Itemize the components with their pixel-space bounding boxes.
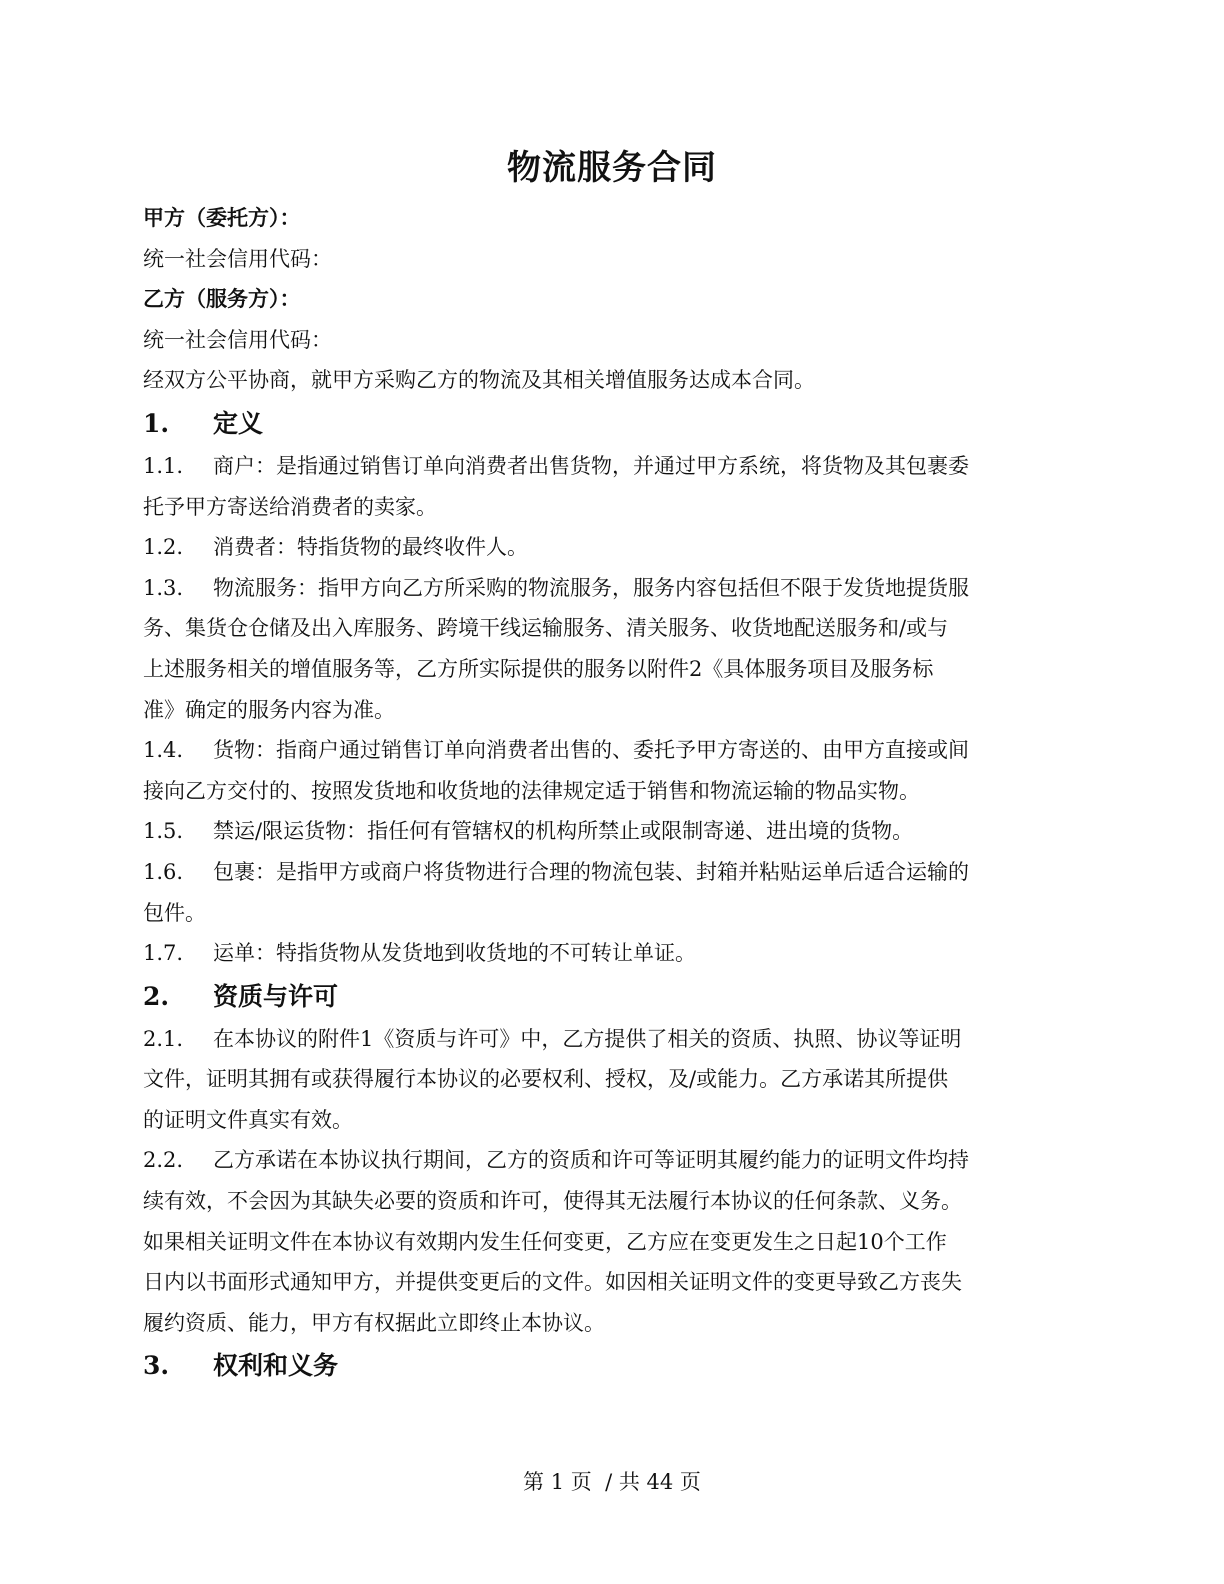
clause-text: 商户：是指通过销售订单向消费者出售货物，并通过甲方系统，将货物及其包裹委 bbox=[213, 453, 969, 478]
clause-first-line bbox=[143, 1019, 1083, 1060]
section-number: 1. bbox=[143, 408, 170, 438]
clause-text: 文件，证明其拥有或获得履行本协议的必要权利、授权，及/或能力。乙方承诺其所提供 bbox=[143, 1067, 949, 1092]
section-title: 资质与许可 bbox=[213, 981, 339, 1011]
clause-first-line bbox=[143, 730, 1083, 771]
section-heading bbox=[143, 975, 1083, 1019]
clause-number: 2.1. bbox=[143, 1026, 184, 1051]
clause-first-line bbox=[143, 568, 1083, 609]
section-title: 权利和义务 bbox=[213, 1351, 339, 1381]
clause-text: 履约资质、能力，甲方有权据此立即终止本协议。 bbox=[143, 1310, 605, 1335]
clause-number: 2.2. bbox=[143, 1148, 184, 1173]
clause-first-line bbox=[143, 1140, 1083, 1181]
section-heading bbox=[143, 402, 1083, 446]
clause-number: 1.4. bbox=[143, 738, 184, 763]
clause-text: 物流服务：指甲方向乙方所采购的物流服务，服务内容包括但不限于发货地提货服 bbox=[213, 575, 969, 600]
clause-number: 1.6. bbox=[143, 859, 184, 884]
clause-text: 务、集货仓仓储及出入库服务、跨境干线运输服务、清关服务、收货地配送服务和/或与 bbox=[143, 616, 949, 641]
clause-text: 货物：指商户通过销售订单向消费者出售的、委托予甲方寄送的、由甲方直接或间 bbox=[213, 738, 969, 763]
clause-text: 续有效，不会因为其缺失必要的资质和许可，使得其无法履行本协议的任何条款、义务。 bbox=[143, 1189, 962, 1214]
document-body bbox=[143, 198, 1083, 1388]
clause-number: 1.3. bbox=[143, 575, 184, 600]
clause-text: 运单：特指货物从发货地到收货地的不可转让单证。 bbox=[213, 941, 696, 966]
clause-line bbox=[143, 690, 1083, 731]
clause-line bbox=[143, 771, 1083, 812]
clause-text: 包裹：是指甲方或商户将货物进行合理的物流包装、封箱并粘贴运单后适合运输的 bbox=[213, 859, 969, 884]
clause-first-line bbox=[143, 852, 1083, 893]
document-title: 物流服务合同 bbox=[507, 148, 717, 188]
clause-text: 托予甲方寄送给消费者的卖家。 bbox=[143, 494, 437, 519]
clause-text: 如果相关证明文件在本协议有效期内发生任何变更，乙方应在变更发生之日起10个工作 bbox=[143, 1229, 947, 1254]
clause-first-line bbox=[143, 527, 1083, 568]
clause-line bbox=[143, 1100, 1083, 1141]
party-a-credit-code-label: 统一社会信用代码： bbox=[143, 246, 332, 271]
page-footer: 第 1 页 / 共 44 页 bbox=[523, 1470, 701, 1494]
section-title: 定义 bbox=[213, 408, 264, 438]
section-number: 3. bbox=[143, 1351, 170, 1381]
preamble: 经双方公平协商，就甲方采购乙方的物流及其相关增值服务达成本合同。 bbox=[143, 368, 815, 393]
clause-text: 准》确定的服务内容为准。 bbox=[143, 697, 395, 722]
clause-first-line bbox=[143, 446, 1083, 487]
clause-number: 1.2. bbox=[143, 535, 184, 560]
clause-line bbox=[143, 1262, 1083, 1303]
section-number: 2. bbox=[143, 981, 170, 1011]
sections-container bbox=[143, 402, 1083, 1388]
party-b-label: 乙方（服务方）： bbox=[143, 286, 301, 312]
clause-line bbox=[143, 649, 1083, 690]
clause-number: 1.7. bbox=[143, 941, 184, 966]
clause-text: 乙方承诺在本协议执行期间，乙方的资质和许可等证明其履约能力的证明文件均持 bbox=[213, 1148, 969, 1173]
clause-text: 禁运/限运货物：指任何有管辖权的机构所禁止或限制寄递、进出境的货物。 bbox=[213, 819, 914, 844]
clause-text: 的证明文件真实有效。 bbox=[143, 1107, 353, 1132]
clause-text: 日内以书面形式通知甲方，并提供变更后的文件。如因相关证明文件的变更导致乙方丧失 bbox=[143, 1270, 962, 1295]
clause-text: 消费者：特指货物的最终收件人。 bbox=[213, 535, 528, 560]
clause-line bbox=[143, 1181, 1083, 1222]
section-heading bbox=[143, 1344, 1083, 1388]
clause-line bbox=[143, 893, 1083, 934]
clause-number: 1.5. bbox=[143, 819, 184, 844]
clause-text: 接向乙方交付的、按照发货地和收货地的法律规定适于销售和物流运输的物品实物。 bbox=[143, 778, 920, 803]
clause-text: 包件。 bbox=[143, 900, 206, 925]
clause-line bbox=[143, 487, 1083, 528]
party-a-label: 甲方（委托方）： bbox=[143, 205, 301, 230]
clause-text: 上述服务相关的增值服务等，乙方所实际提供的服务以附件2《具体服务项目及服务标 bbox=[143, 656, 934, 681]
clause-text: 在本协议的附件1《资质与许可》中，乙方提供了相关的资质、执照、协议等证明 bbox=[213, 1026, 962, 1051]
clause-line bbox=[143, 608, 1083, 649]
clause-line bbox=[143, 1222, 1083, 1263]
clause-line bbox=[143, 1059, 1083, 1100]
clause-number: 1.1. bbox=[143, 453, 184, 478]
clause-first-line bbox=[143, 933, 1083, 974]
clause-line bbox=[143, 1303, 1083, 1344]
clause-first-line bbox=[143, 811, 1083, 852]
party-b-credit-code-label: 统一社会信用代码： bbox=[143, 327, 332, 352]
